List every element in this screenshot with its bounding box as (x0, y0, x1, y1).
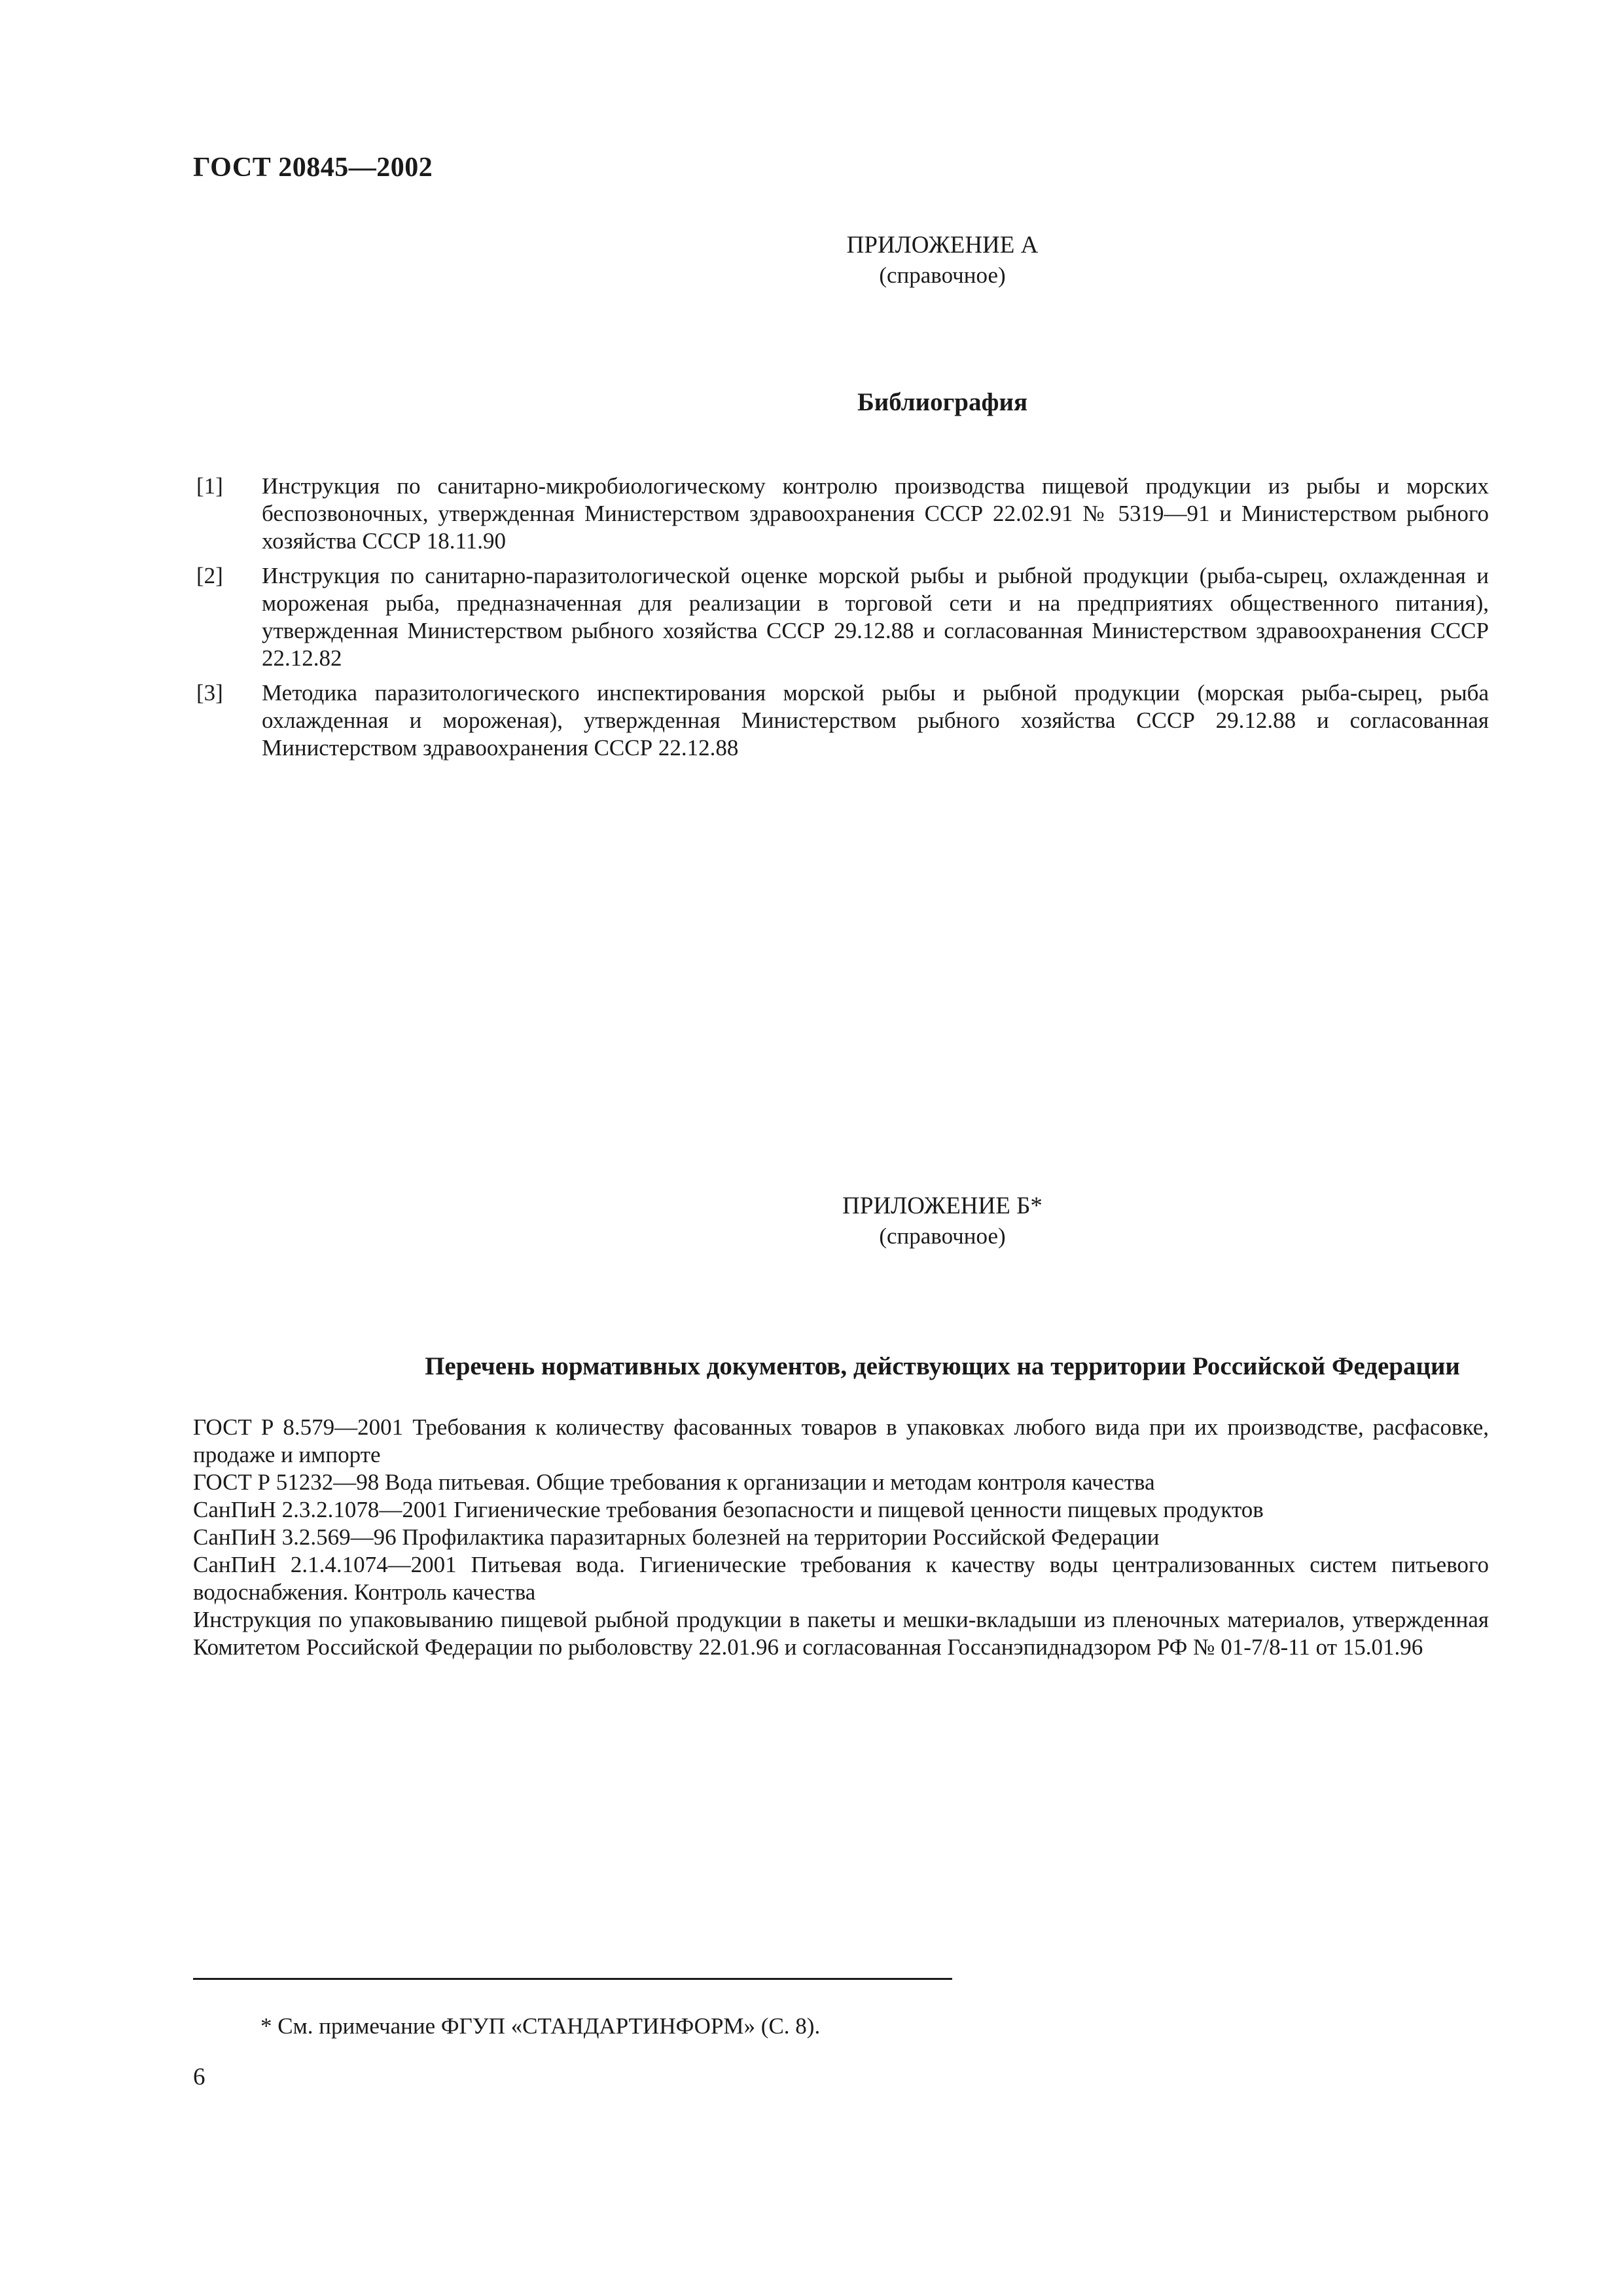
normative-document-item: ГОСТ Р 51232—98 Вода питьевая. Общие требования к организации и методам контроля качества (193, 1469, 1155, 1495)
normative-document-item: СанПиН 2.3.2.1078—2001 Гигиенические требования безопасности и пищевой ценности пищевых продуктов (193, 1497, 1264, 1522)
bibliography-item-number: [3] (196, 680, 223, 706)
bibliography-list (196, 473, 1489, 769)
bibliography-item-text: Методика паразитологического инспектирования морской рыбы и рыбной продукции (морская рыба-сырец, рыба охлажденная и мороженая), утвержденная Министерством рыбного хозяйства СССР 29.12.88 и согласованная Министерством здравоохранения СССР 22.12.88 (262, 680, 1489, 761)
normative-document-item: СанПиН 3.2.569—96 Профилактика паразитарных болезней на территории Российской Федерации (193, 1524, 1160, 1550)
normative-documents-heading: Перечень нормативных документов, действующих на территории Российской Федерации (425, 1352, 1460, 1380)
appendix-a-title: ПРИЛОЖЕНИЕ А (846, 232, 1039, 259)
appendix-b-title-block (0, 1191, 1623, 1251)
footnote-text: * См. примечание ФГУП «СТАНДАРТИНФОРМ» (С. 8). (260, 2013, 821, 2039)
appendix-b-subtitle: (справочное) (879, 1223, 1006, 1249)
normative-document-item: СанПиН 2.1.4.1074—2001 Питьевая вода. Гигиенические требования к качеству воды централизованных систем питьевого водоснабжения. Контроль качества (193, 1552, 1489, 1605)
bibliography-item-number: [1] (196, 473, 223, 499)
bibliography-item (196, 473, 1489, 555)
appendix-a-title-block (0, 230, 1623, 291)
document-code-header: ГОСТ 20845—2002 (193, 152, 433, 183)
bibliography-item (196, 679, 1489, 762)
bibliography-heading: Библиография (857, 388, 1028, 416)
bibliography-item-text: Инструкция по санитарно-микробиологическому контролю производства пищевой продукции из рыбы и морских беспозвоночных, утвержденная Министерством здравоохранения СССР 22.02.91 № 5319—91 и Министерством рыбного хозяйства СССР 18.11.90 (262, 473, 1489, 554)
appendix-a-subtitle: (справочное) (879, 262, 1006, 288)
normative-document-item: ГОСТ Р 8.579—2001 Требования к количеству фасованных товаров в упаковках любого вида при их производстве, расфасовке, продаже и импорте (193, 1414, 1489, 1467)
appendix-b-title: ПРИЛОЖЕНИЕ Б* (842, 1193, 1043, 1219)
bibliography-item-number: [2] (196, 563, 223, 588)
bibliography-item (196, 562, 1489, 672)
normative-documents-list (193, 1414, 1489, 1661)
page-number: 6 (193, 2064, 205, 2090)
normative-document-item: Инструкция по упаковыванию пищевой рыбной продукции в пакеты и мешки-вкладыши из пленочных материалов, утвержденная Комитетом Российской Федерации по рыболовству 22.01.96 и согласованная Госсанэпиднадзором РФ № 01-7/8-11 от 15.01.96 (193, 1607, 1489, 1660)
bibliography-item-text: Инструкция по санитарно-паразитологической оценке морской рыбы и рыбной продукции (рыба-сырец, охлажденная и мороженая рыба, предназначенная для реализации в торговой сети и на предприятиях общественного питания), утвержденная Министерством рыбного хозяйства СССР 29.12.88 и согласованная Министерством здравоохранения СССР 22.12.82 (262, 563, 1489, 671)
footnote-divider (193, 1978, 952, 1980)
